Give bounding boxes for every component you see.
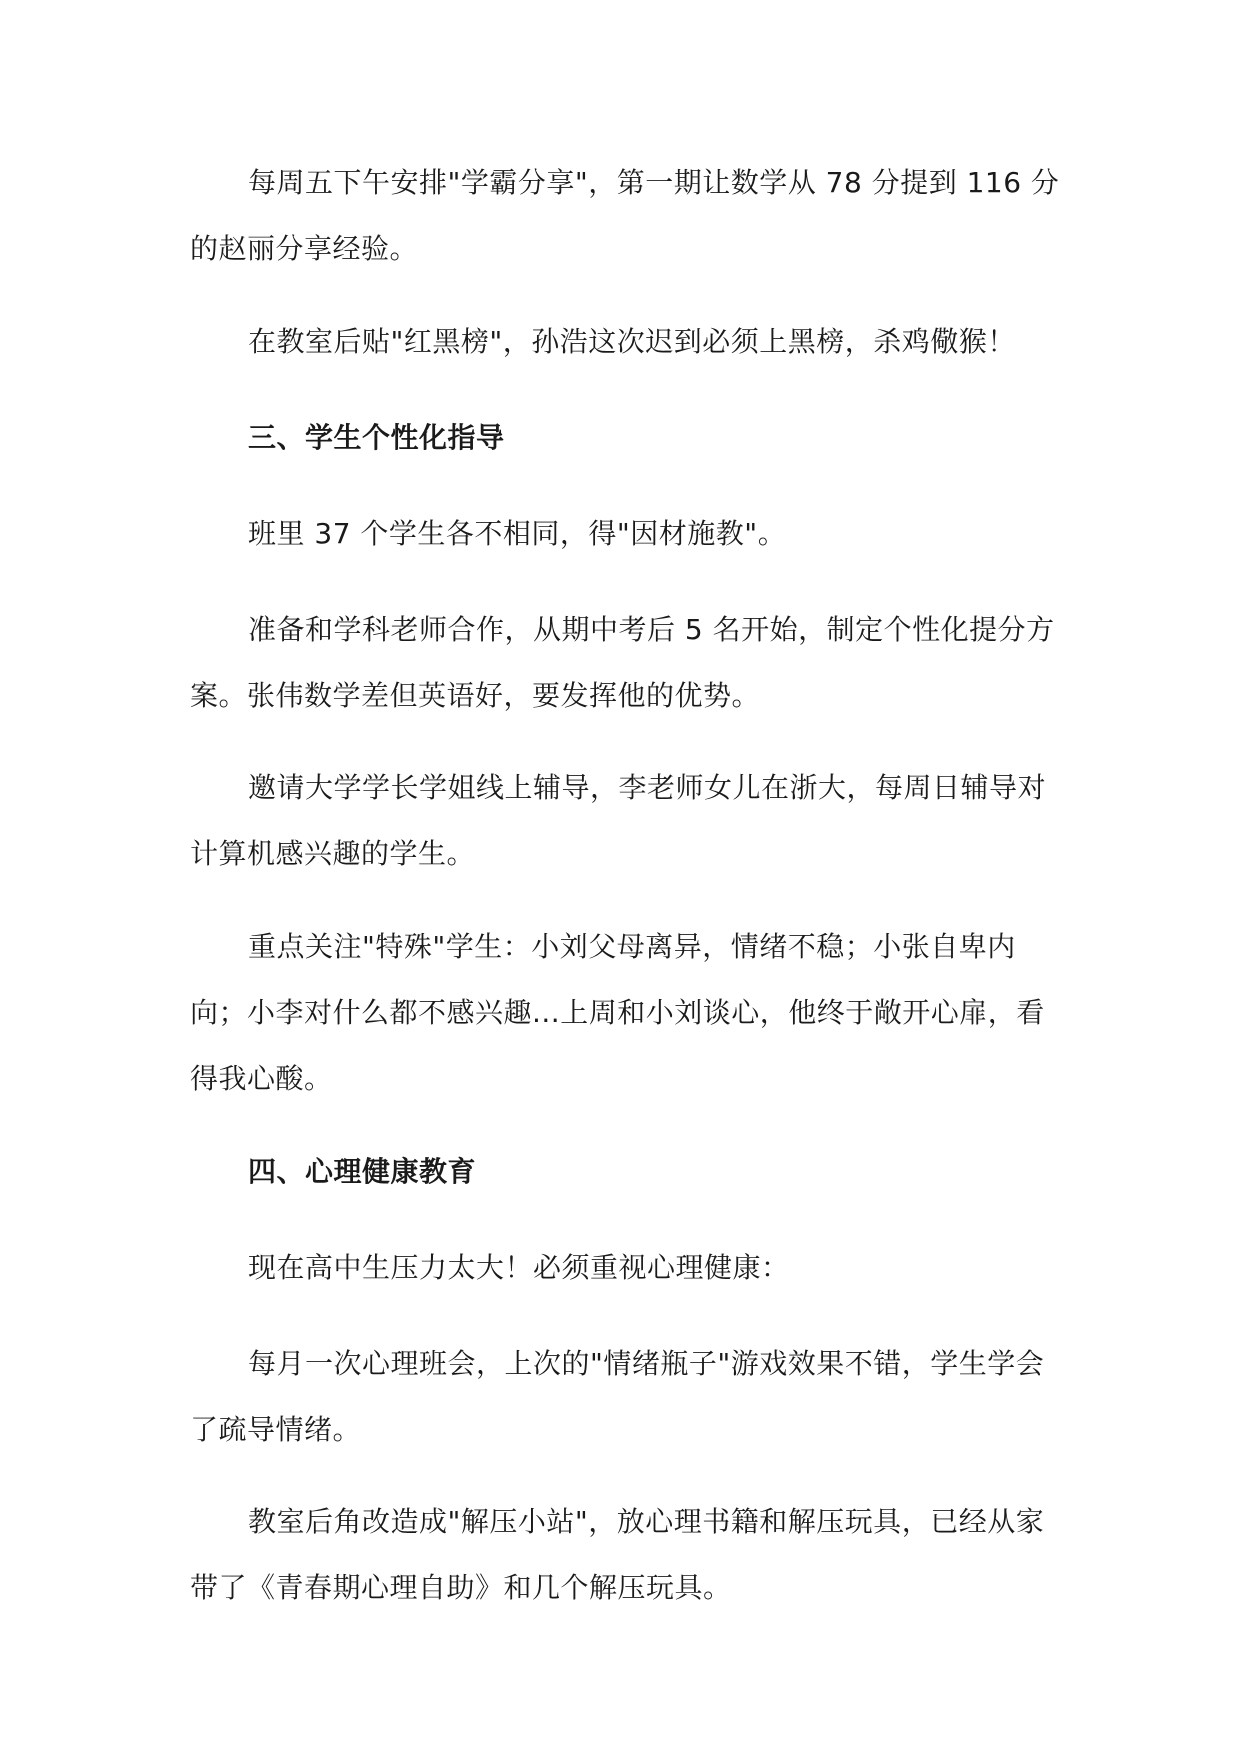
paragraph-monthly-meeting: 每月一次心理班会，上次的"情绪瓶子"游戏效果不错，学生学会了疏导情绪。	[190, 1347, 1045, 1446]
paragraph-red-black-board: 在教室后贴"红黑榜"，孙浩这次迟到必须上黑榜，杀鸡儆猴！	[248, 325, 1016, 358]
paragraph-class-diversity: 班里 37 个学生各不相同，得"因材施教"。	[248, 517, 787, 550]
heading-section-4: 四、心理健康教育	[248, 1155, 477, 1188]
paragraph-study-sharing: 每周五下午安排"学霸分享"，第一期让数学从 78 分提到 116 分的赵丽分享经验。	[190, 166, 1060, 265]
paragraph-pressure: 现在高中生压力太大！必须重视心理健康：	[248, 1251, 790, 1284]
paragraph-special-students: 重点关注"特殊"学生：小刘父母离异，情绪不稳；小张自卑内向；小李对什么都不感兴趣...上周和小刘谈心，他终于敞开心扉，看得我心酸。	[190, 930, 1045, 1095]
paragraph-relief-station: 教室后角改造成"解压小站"，放心理书籍和解压玩具，已经从家带了《青春期心理自助》和几个解压玩具。	[190, 1505, 1045, 1604]
paragraph-personalized-plan: 准备和学科老师合作，从期中考后 5 名开始，制定个性化提分方案。张伟数学差但英语好，要发挥他的优势。	[190, 613, 1055, 712]
heading-section-3: 三、学生个性化指导	[248, 421, 505, 454]
paragraph-online-tutoring: 邀请大学学长学姐线上辅导，李老师女儿在浙大，每周日辅导对计算机感兴趣的学生。	[190, 771, 1047, 870]
